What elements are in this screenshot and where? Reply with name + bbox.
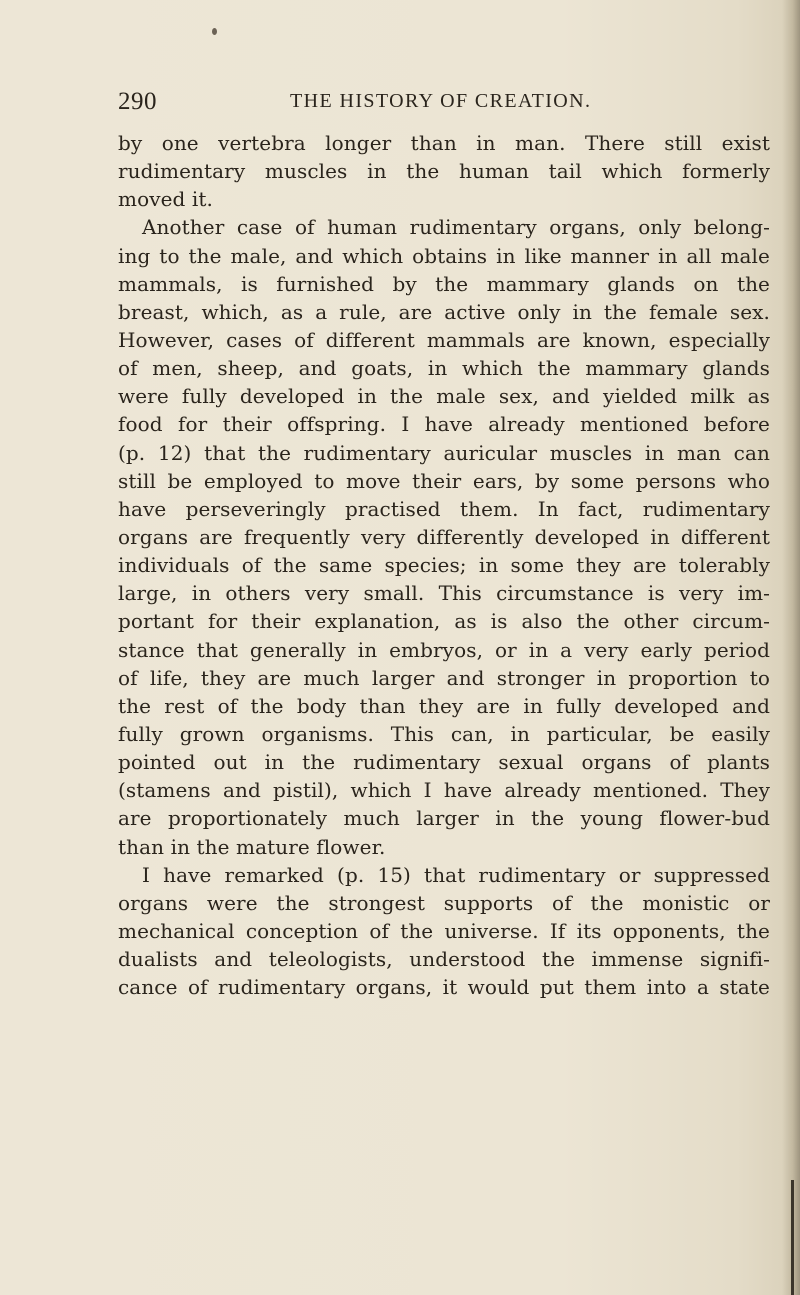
text-line: by one vertebra longer than in man. There still exist [118, 131, 770, 155]
text-line: (stamens and pistil), which I have already mentioned. They [118, 778, 770, 803]
text-line: individuals of the same species; in some they are tolerably [118, 553, 770, 578]
binding-edge [791, 1180, 794, 1295]
text-line: (p. 12) that the rudimentary auricular muscles in man can [118, 440, 770, 465]
text-line: portant for their explanation, as is also the other circum- [118, 609, 770, 634]
text-line: have perseveringly practised them. In fact, rudimentary [118, 496, 770, 521]
text-line: organs were the strongest supports of the monistic or [118, 890, 770, 915]
text-line: breast, which, as a rule, are active only in the female sex. [118, 299, 770, 324]
text-line: mechanical conception of the universe. If its opponents, the [118, 918, 770, 943]
binding-shadow [782, 0, 800, 1295]
text-line: the rest of the body than they are in fully developed and [118, 693, 770, 718]
text-line: cance of rudimentary organs, it would put them into a state [118, 975, 770, 1000]
paragraph-start-line: I have remarked (p. 15) that rudimentary or suppressed [142, 862, 770, 887]
text-line: large, in others very small. This circumstance is very im- [118, 581, 770, 606]
text-line: ing to the male, and which obtains in like manner in all male [118, 243, 770, 268]
text-line: mammals, is furnished by the mammary glands on the [118, 271, 770, 296]
body-text [118, 129, 770, 1001]
text-line: of life, they are much larger and stronger in proportion to [118, 665, 770, 690]
ink-speck [212, 28, 217, 35]
text-line: food for their offspring. I have already mentioned before [118, 412, 770, 437]
text-line: fully grown organisms. This can, in particular, be easily [118, 721, 770, 746]
text-line: moved it. [118, 187, 213, 212]
text-line: of men, sheep, and goats, in which the mammary glands [118, 356, 770, 381]
page-number: 290 [118, 88, 157, 115]
text-line: rudimentary muscles in the human tail which formerly [118, 159, 770, 184]
text-line: were fully developed in the male sex, and yielded milk as [118, 384, 770, 409]
text-line: pointed out in the rudimentary sexual organs of plants [118, 750, 770, 775]
text-line: than in the mature flower. [118, 834, 386, 859]
text-line: are proportionately much larger in the young flower-bud [118, 806, 770, 831]
text-line: However, cases of different mammals are known, especially [118, 327, 770, 352]
text-line: stance that generally in embryos, or in a very early period [118, 637, 770, 662]
text-line: organs are frequently very differently developed in different [118, 524, 770, 549]
page-header [118, 88, 758, 118]
text-line: dualists and teleologists, understood the immense signifi- [118, 947, 770, 972]
paragraph-start-line: Another case of human rudimentary organs, only belong- [142, 215, 770, 240]
text-line: still be employed to move their ears, by some persons who [118, 468, 770, 493]
running-head: THE HISTORY OF CREATION. [290, 90, 592, 112]
